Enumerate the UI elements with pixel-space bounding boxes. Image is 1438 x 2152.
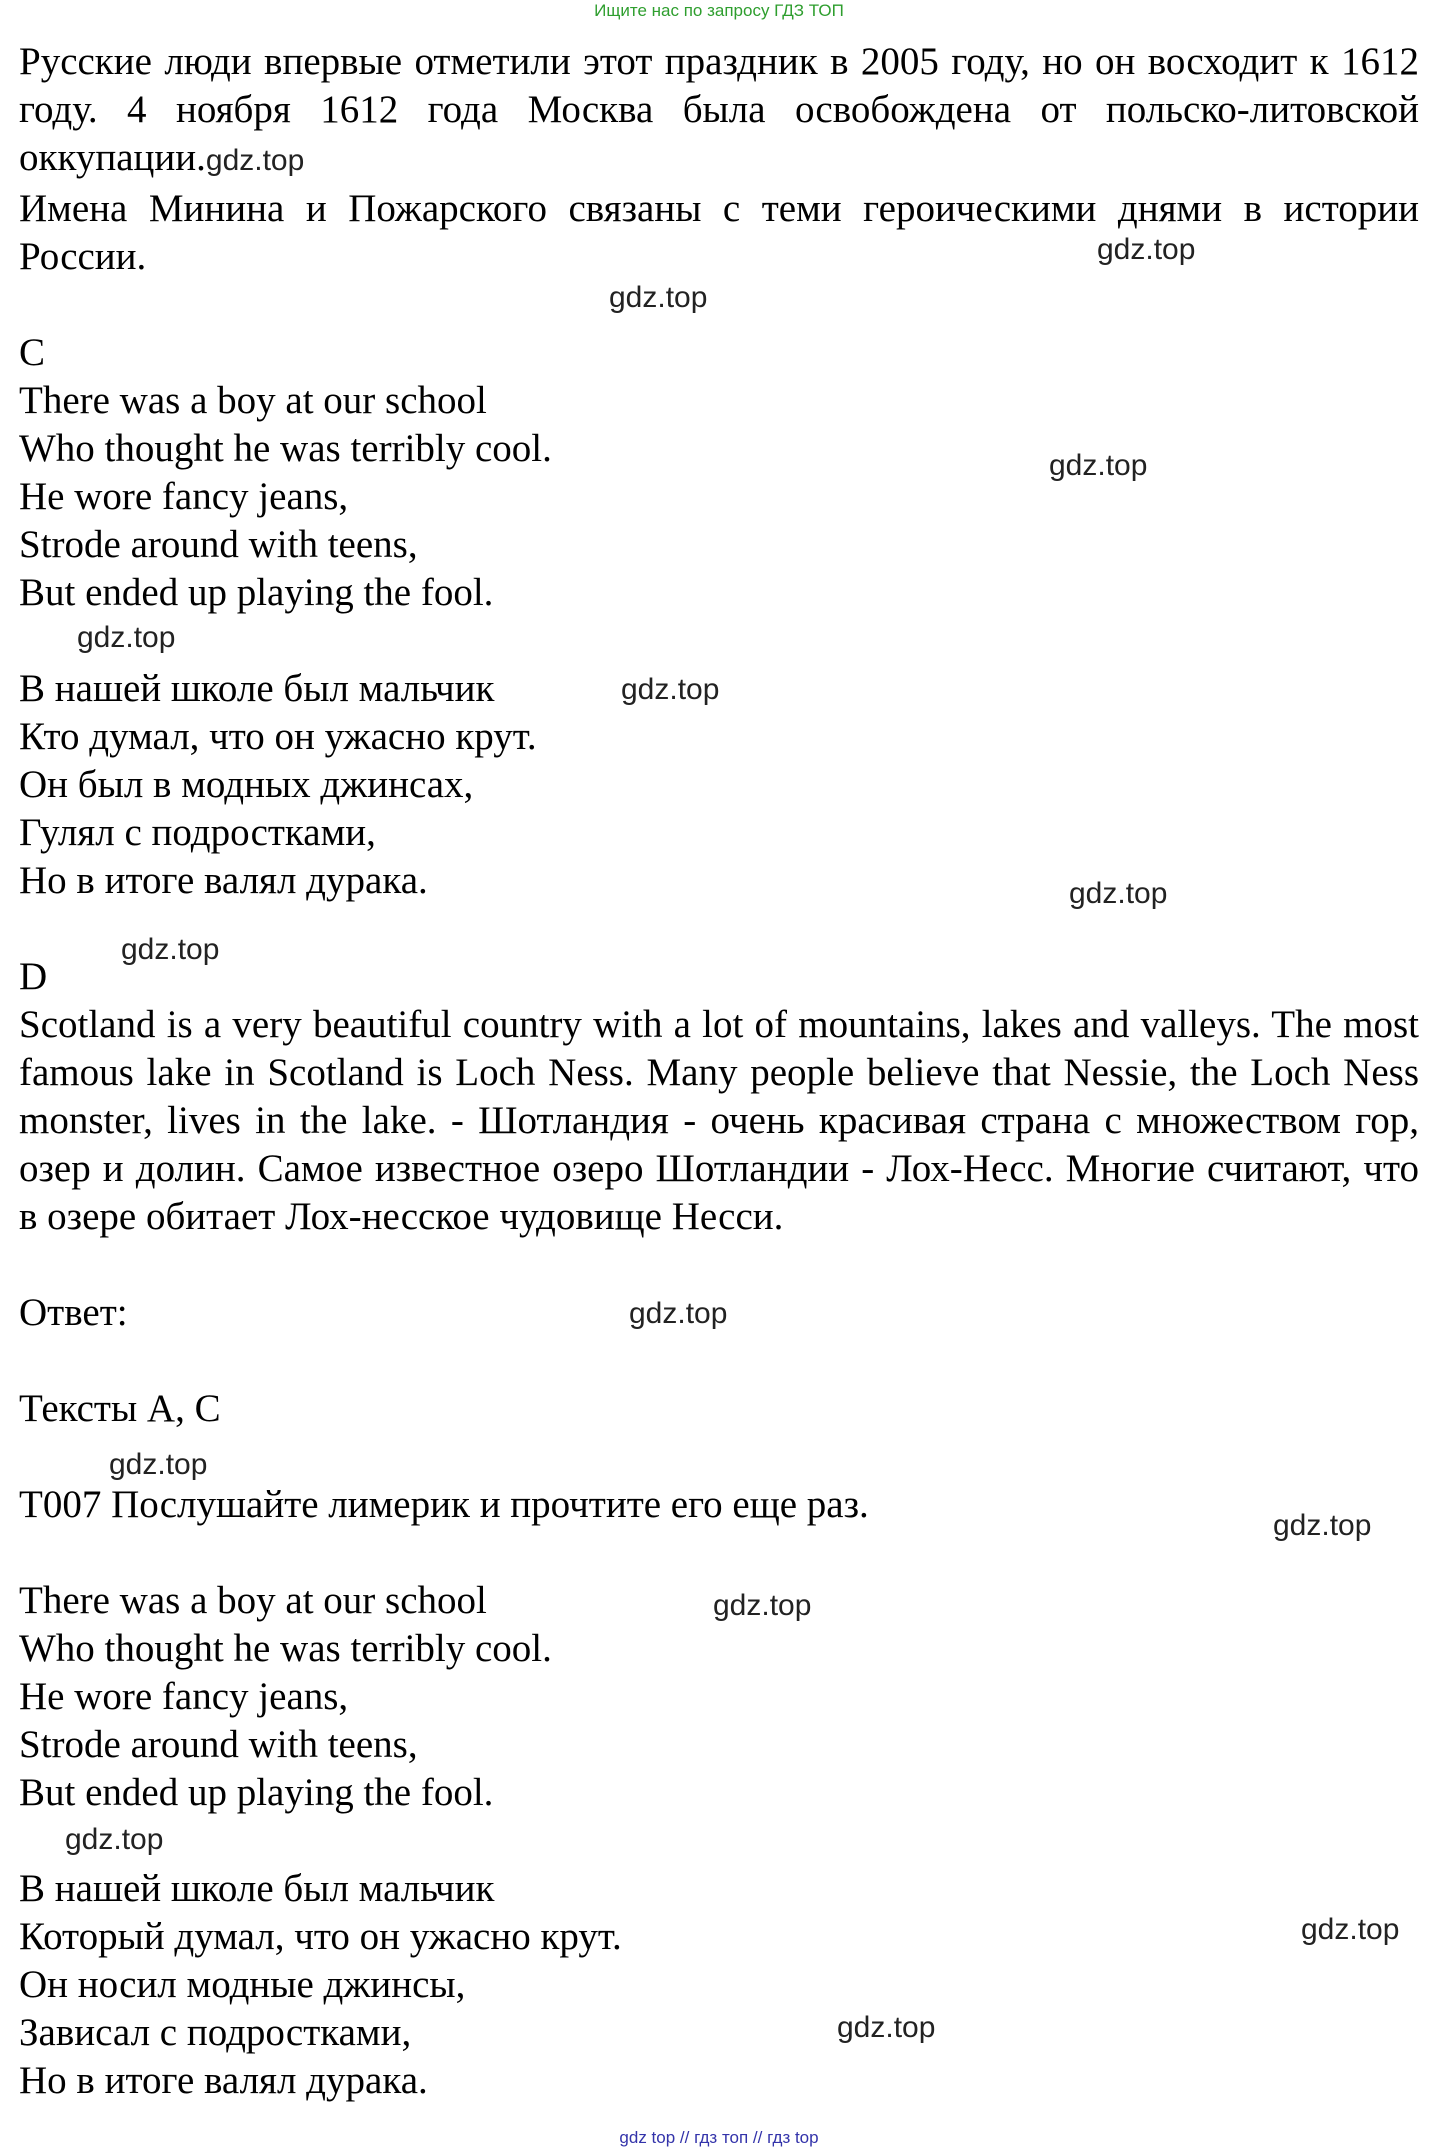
intro-paragraph-1-text: Русские люди впервые отметили этот праздник в 2005 году, но он восходит к 1612 году. 4 ноября 1612 года Москва была освобождена от польско-литовской оккупации. — [19, 40, 1419, 179]
bottom-banner: gdz top // гдз топ // гдз top — [619, 2128, 819, 2147]
poem-line: There was a boy at our school — [19, 1579, 487, 1622]
poem-line: В нашей школе был мальчик — [19, 667, 495, 710]
watermark: gdz.top — [837, 2011, 936, 2044]
watermark: gdz.top — [205, 144, 305, 177]
watermark: gdz.top — [1049, 449, 1148, 482]
watermark: gdz.top — [713, 1589, 812, 1622]
watermark: gdz.top — [1097, 233, 1196, 266]
poem-line: Who thought he was terribly cool. — [19, 427, 552, 470]
answer-label: Ответ: — [19, 1291, 128, 1334]
poem-line: Strode around with teens, — [19, 1723, 418, 1766]
watermark: gdz.top — [621, 673, 720, 706]
poem-line: Который думал, что он ужасно крут. — [19, 1915, 622, 1958]
poem-line: But ended up playing the fool. — [19, 1771, 494, 1814]
watermark: gdz.top — [1273, 1509, 1372, 1542]
poem-line: В нашей школе был мальчик — [19, 1867, 495, 1910]
poem-line: Он носил модные джинсы, — [19, 1963, 466, 2006]
watermark: gdz.top — [1301, 1913, 1400, 1946]
answer-texts: Тексты A, C — [19, 1387, 221, 1430]
section-d-text: Scotland is a very beautiful country with a lot of mountains, lakes and valleys. The most famous lake in Scotland is Loch Ness. Many people believe that Nessie, the Loch Ness monster, lives in the lake. - Шотландия - очень красивая страна с множеством гор, озер и долин. Самое известное озеро Шотландии - Лох-Несс. Многие считают, что в озере обитает Лох-несское чудовище Несси. — [19, 1003, 1419, 1238]
poem-line: Strode around with teens, — [19, 523, 418, 566]
poem-line: Зависал с подростками, — [19, 2011, 412, 2054]
watermark: gdz.top — [629, 1297, 728, 1330]
poem-line: There was a boy at our school — [19, 379, 487, 422]
poem-line: Но в итоге валял дурака. — [19, 2059, 428, 2102]
poem-line: But ended up playing the fool. — [19, 571, 494, 614]
intro-paragraph-2: Имена Минина и Пожарского связаны с теми героическими днями в истории России. — [19, 187, 1419, 278]
section-d-label: D — [19, 955, 48, 998]
poem-line: Но в итоге валял дурака. — [19, 859, 428, 902]
watermark: gdz.top — [77, 621, 176, 654]
watermark: gdz.top — [121, 933, 220, 966]
poem-line: Он был в модных джинсах, — [19, 763, 474, 806]
document-body — [19, 38, 1419, 2105]
watermark: gdz.top — [1069, 877, 1168, 910]
watermark: gdz.top — [109, 1448, 208, 1481]
poem-line: Who thought he was terribly cool. — [19, 1627, 552, 1670]
poem-line: Гулял с подростками, — [19, 811, 376, 854]
poem-line: He wore fancy jeans, — [19, 1675, 349, 1718]
top-banner: Ищите нас по запросу ГДЗ ТОП — [594, 1, 844, 20]
watermark: gdz.top — [609, 281, 708, 314]
watermark: gdz.top — [65, 1823, 164, 1856]
intro-paragraph-1 — [19, 38, 1419, 185]
poem-line: He wore fancy jeans, — [19, 475, 349, 518]
task-title: T007 Послушайте лимерик и прочтите его еще раз. — [19, 1483, 869, 1526]
poem-line: Кто думал, что он ужасно крут. — [19, 715, 537, 758]
section-c-label: C — [19, 331, 46, 374]
